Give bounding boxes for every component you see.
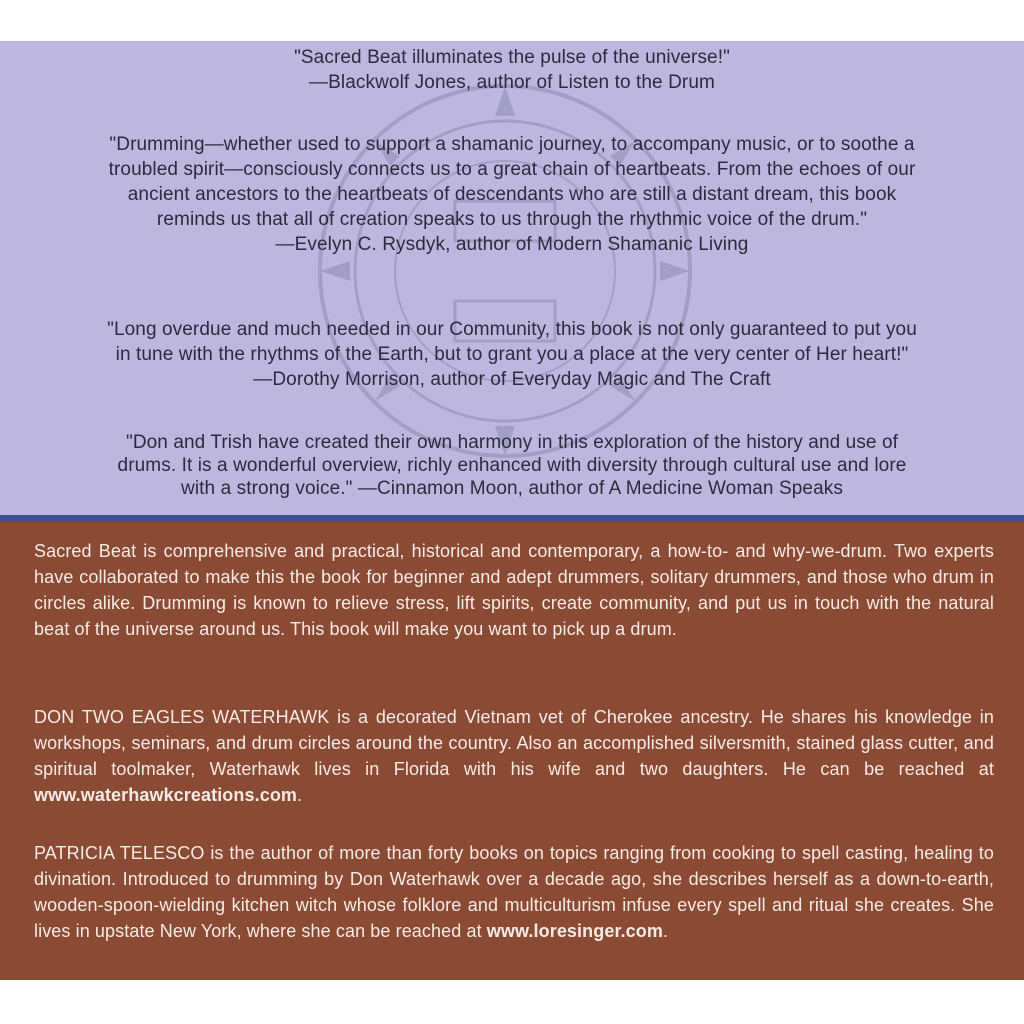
author-bio-text: is the author of more than forty books on topics ranging from cooking to spell casting, healing to divination. Introduced to drumming by Don Waterhawk over a decade ago, she describes herself as a down-to-earth, wooden-spoon-wielding kitchen witch whose folklore and multiculturism infuse every spell and ritual she creates. She lives in upstate New York, where she can be reached at [34,843,994,941]
quote-attribution: —Dorothy Morrison, author of Everyday Magic and The Craft [253,369,771,390]
author-bio-waterhawk: DON TWO EAGLES WATERHAWK is a decorated Vietnam vet of Cherokee ancestry. He shares his knowledge in workshops, seminars, and drum circles around the country. Also an accomplished silversmith, stained glass cutter, and spiritual toolmaker, Waterhawk lives in Florida with his wife and two daughters. He can be reached at www.waterhawkcreations.com. [34,707,994,805]
author-bio-text: is a decorated Vietnam vet of Cherokee ancestry. He shares his knowledge in workshops, seminars, and drum circles around the country. Also an accomplished silversmith, stained glass cutter, and spiritual toolmaker, Waterhawk lives in Florida with his wife and two daughters. He can be reached at [34,707,994,779]
bottom-margin [0,980,1024,1024]
quote-line: drums. It is a wonderful overview, richly enhanced with diversity through cultural use and lore [117,455,907,476]
author-website-link[interactable]: www.loresinger.com [486,921,663,941]
quote-line: "Drumming—whether used to support a shamanic journey, to accompany music, or to soothe a [109,134,915,155]
author-name: PATRICIA TELESCO [34,843,205,863]
quote-attribution: —Evelyn C. Rysdyk, author of Modern Shamanic Living [275,234,749,255]
quote-line: "Don and Trish have created their own harmony in this exploration of the history and use of [125,432,899,453]
quote-2 [0,132,1024,257]
quote-line: with a strong voice." —Cinnamon Moon, author of A Medicine Woman Speaks [181,478,843,499]
quote-line: ancient ancestors to the heartbeats of descendants who are still a distant dream, this book [127,184,897,205]
quote-line: "Long overdue and much needed in our Community, this book is not only guaranteed to put you [107,319,917,340]
quote-1 [0,45,1024,95]
quote-line: reminds us that all of creation speaks to us through the rhythmic voice of the drum." [156,209,868,230]
praise-panel [0,41,1024,515]
quote-4 [0,431,1024,500]
quote-line: "Sacred Beat illuminates the pulse of the universe!" [294,47,730,68]
author-bio-telesco: PATRICIA TELESCO is the author of more than forty books on topics ranging from cooking to spell casting, healing to divination. Introduced to drumming by Don Waterhawk over a decade ago, she describes herself as a down-to-earth, wooden-spoon-wielding kitchen witch whose folklore and multiculturism infuse every spell and ritual she creates. She lives in upstate New York, where she can be reached at www.loresinger.com. [34,843,994,941]
quote-3 [0,317,1024,392]
author-website-link[interactable]: www.waterhawkcreations.com [34,785,298,805]
description-panel [0,522,1024,980]
book-description: Sacred Beat is comprehensive and practical, historical and contemporary, a how-to- and why-we-drum. Two experts have collaborated to make this the book for beginner and adept drummers, solitary drummers, and those who drum in circles alike. Drumming is known to relieve stress, lift spirits, create community, and put us in touch with the natural beat of the universe around us. This book will make you want to pick up a drum. [34,541,994,639]
panel-divider [0,515,1024,522]
quote-line: troubled spirit—consciously connects us to a great chain of heartbeats. From the echoes of our [108,159,916,180]
author-name: DON TWO EAGLES WATERHAWK [34,707,330,727]
quote-line: in tune with the rhythms of the Earth, but to grant you a place at the very center of Her heart!" [115,344,909,365]
quote-attribution: —Blackwolf Jones, author of Listen to the Drum [309,72,715,93]
